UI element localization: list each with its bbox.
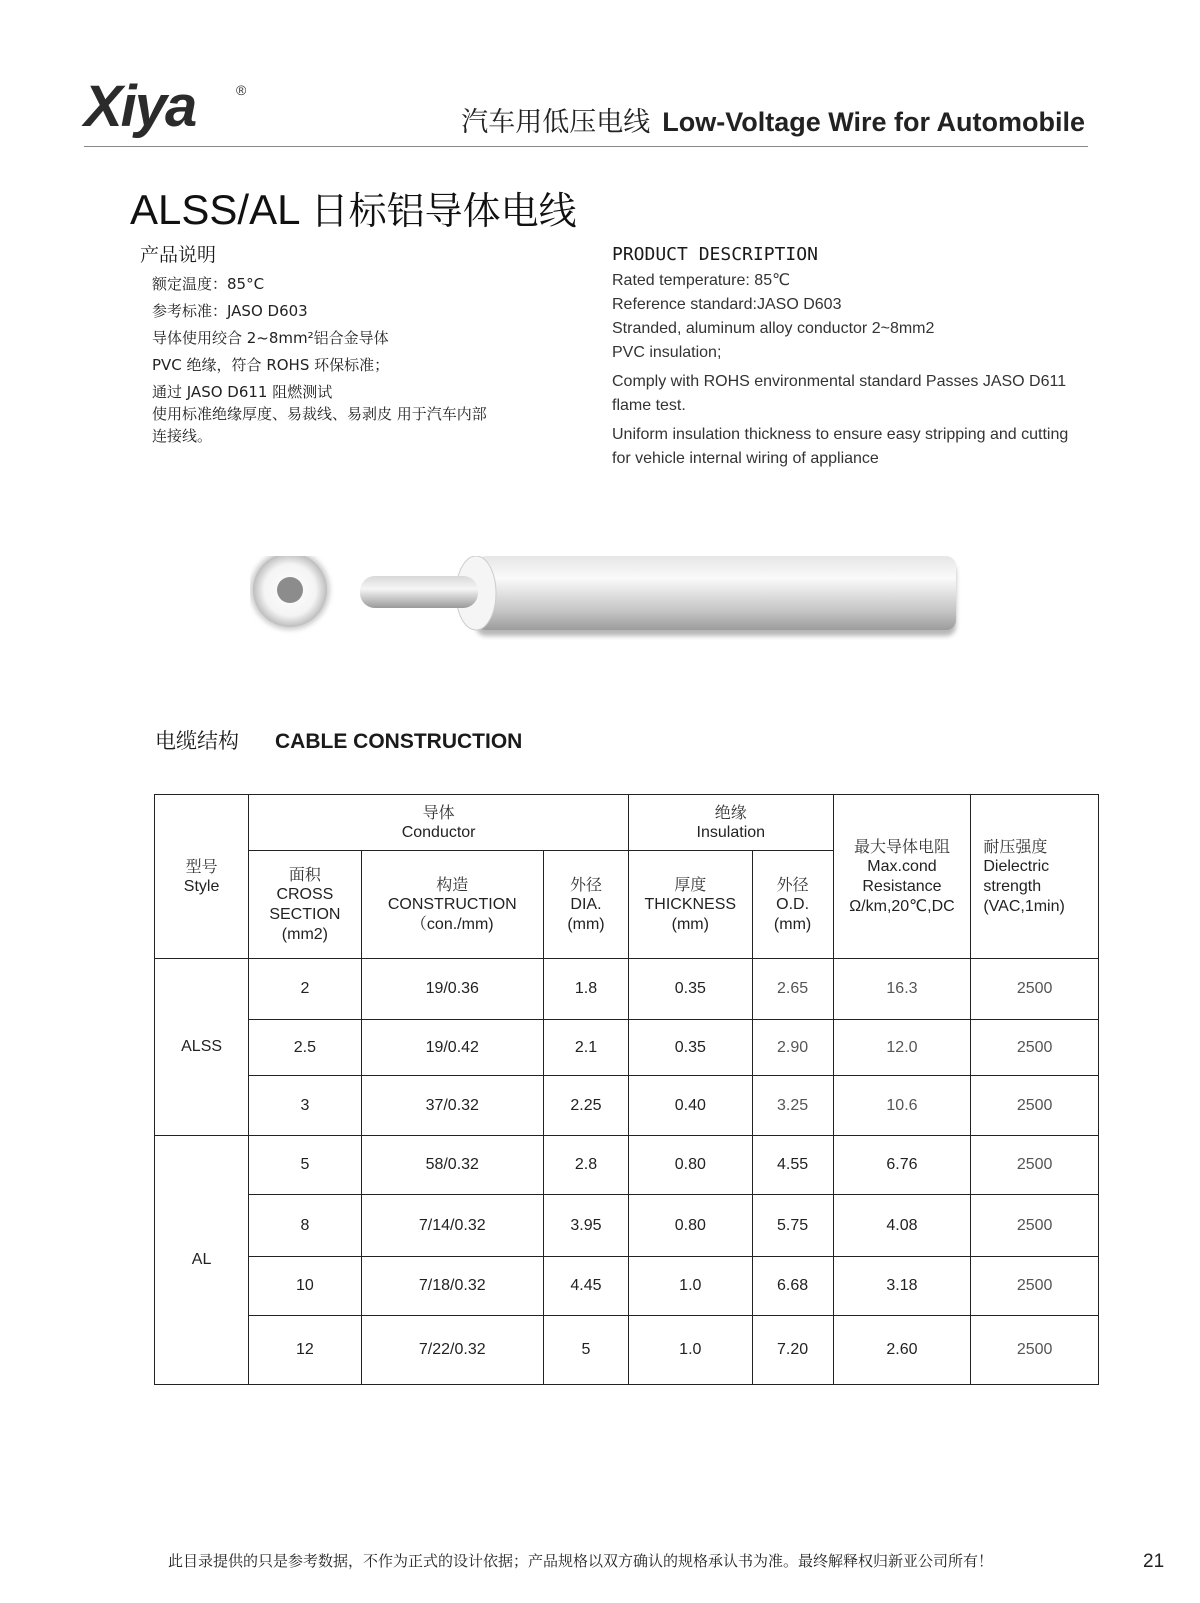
col-insulation-header: 绝缘 Insulation bbox=[629, 795, 834, 851]
cross-section-cell: 2.5 bbox=[249, 1020, 361, 1076]
cn-description-line: 参考标准：JASO D603 bbox=[152, 302, 308, 320]
construction-cell: 19/0.42 bbox=[361, 1020, 543, 1076]
construction-cell: 58/0.32 bbox=[361, 1136, 543, 1195]
cn-description-heading: 产品说明 bbox=[140, 244, 217, 266]
style-cell: ALSS bbox=[155, 959, 249, 1136]
thickness-cell: 0.80 bbox=[629, 1195, 753, 1257]
col-dielectric-header: 耐压强度 Dielectric strength (VAC,1min) bbox=[971, 795, 1099, 959]
cn-description-line: PVC 绝缘，符合 ROHS 环保标准； bbox=[152, 356, 390, 374]
od-cell: 4.55 bbox=[752, 1136, 833, 1195]
page-title-cn: 日标铝导体电线 bbox=[310, 189, 577, 233]
cn-description bbox=[140, 240, 560, 447]
od-cell: 6.68 bbox=[752, 1257, 833, 1316]
en-description-line: Reference standard:JASO D603 bbox=[612, 296, 842, 313]
resistance-cell: 10.6 bbox=[833, 1076, 971, 1136]
col-conductor-header: 导体 Conductor bbox=[249, 795, 629, 851]
cross-section-cell: 10 bbox=[249, 1257, 361, 1316]
table-row bbox=[155, 1076, 1099, 1136]
en-description-line: Comply with ROHS environmental standard Passes JASO D611 bbox=[612, 373, 1067, 390]
table-header-row bbox=[155, 795, 1099, 851]
od-cell: 2.65 bbox=[752, 959, 833, 1020]
cross-section-cell: 12 bbox=[249, 1316, 361, 1385]
dielectric-cell: 2500 bbox=[971, 1316, 1099, 1385]
brand-logo bbox=[84, 74, 254, 144]
od-cell: 7.20 bbox=[752, 1316, 833, 1385]
en-description bbox=[612, 244, 1102, 471]
en-description-line: Rated temperature: 85℃ bbox=[612, 272, 791, 289]
section-title bbox=[155, 725, 522, 755]
construction-cell: 37/0.32 bbox=[361, 1076, 543, 1136]
dielectric-cell: 2500 bbox=[971, 1257, 1099, 1316]
page-title bbox=[130, 180, 577, 235]
dia-cell: 3.95 bbox=[543, 1195, 628, 1257]
cross-section-cell: 2 bbox=[249, 959, 361, 1020]
thickness-cell: 0.80 bbox=[629, 1136, 753, 1195]
table-row bbox=[155, 959, 1099, 1020]
section-title-en: CABLE CONSTRUCTION bbox=[275, 730, 523, 753]
cn-description-line: 使用标准绝缘厚度、易裁线、易剥皮 用于汽车内部 bbox=[152, 405, 487, 423]
col-cross-section-header: 面积 CROSS SECTION (mm2) bbox=[249, 851, 361, 959]
col-construction-header: 构造 CONSTRUCTION （con./mm) bbox=[361, 851, 543, 959]
thickness-cell: 0.35 bbox=[629, 1020, 753, 1076]
dia-cell: 2.25 bbox=[543, 1076, 628, 1136]
col-thickness-header: 厚度 THICKNESS (mm) bbox=[629, 851, 753, 959]
en-description-line: flame test. bbox=[612, 397, 686, 414]
footer-disclaimer: 此目录提供的只是参考数据，不作为正式的设计依据；产品规格以双方确认的规格承认书为准。最终解释权归新亚公司所有！ bbox=[168, 1552, 994, 1570]
dielectric-cell: 2500 bbox=[971, 959, 1099, 1020]
cable-construction-table bbox=[154, 794, 1099, 1385]
col-style-header: 型号 Style bbox=[155, 795, 249, 959]
col-resistance-header: 最大导体电阻 Max.cond Resistance Ω/km,20℃,DC bbox=[833, 795, 971, 959]
resistance-cell: 2.60 bbox=[833, 1316, 971, 1385]
dielectric-cell: 2500 bbox=[971, 1136, 1099, 1195]
od-cell: 5.75 bbox=[752, 1195, 833, 1257]
dia-cell: 4.45 bbox=[543, 1257, 628, 1316]
resistance-cell: 6.76 bbox=[833, 1136, 971, 1195]
dia-cell: 1.8 bbox=[543, 959, 628, 1020]
construction-cell: 7/18/0.32 bbox=[361, 1257, 543, 1316]
thickness-cell: 0.40 bbox=[629, 1076, 753, 1136]
en-description-heading: PRODUCT DESCRIPTION bbox=[612, 244, 818, 265]
col-dia-header: 外径 DIA. (mm) bbox=[543, 851, 628, 959]
wire-jacket bbox=[476, 556, 956, 630]
header-title-cn: 汽车用低压电线 bbox=[461, 107, 651, 138]
en-description-line: PVC insulation; bbox=[612, 344, 722, 361]
construction-cell: 7/22/0.32 bbox=[361, 1316, 543, 1385]
cross-section-cell: 8 bbox=[249, 1195, 361, 1257]
cn-description-line: 导体使用绞合 2~8mm²铝合金导体 bbox=[152, 329, 389, 347]
od-cell: 2.90 bbox=[752, 1020, 833, 1076]
resistance-cell: 16.3 bbox=[833, 959, 971, 1020]
en-description-line: Uniform insulation thickness to ensure easy stripping and cutting bbox=[612, 426, 1069, 443]
thickness-cell: 1.0 bbox=[629, 1316, 753, 1385]
cn-description-line: 通过 JASO D611 阻燃测试 bbox=[152, 383, 333, 401]
en-description-line: for vehicle internal wiring of appliance bbox=[612, 450, 879, 467]
header-title bbox=[461, 100, 1085, 139]
logo-text: Xiya bbox=[84, 74, 196, 139]
resistance-cell: 4.08 bbox=[833, 1195, 971, 1257]
wire-end-conductor bbox=[277, 577, 303, 603]
wire-illustration bbox=[250, 556, 1010, 658]
resistance-cell: 12.0 bbox=[833, 1020, 971, 1076]
table-row bbox=[155, 1316, 1099, 1385]
cross-section-cell: 3 bbox=[249, 1076, 361, 1136]
en-description-line: Stranded, aluminum alloy conductor 2~8mm2 bbox=[612, 320, 935, 337]
table-row bbox=[155, 1195, 1099, 1257]
dia-cell: 2.8 bbox=[543, 1136, 628, 1195]
table-row bbox=[155, 1020, 1099, 1076]
registered-mark: ® bbox=[236, 82, 247, 98]
thickness-cell: 1.0 bbox=[629, 1257, 753, 1316]
dia-cell: 2.1 bbox=[543, 1020, 628, 1076]
table-row bbox=[155, 1257, 1099, 1316]
cn-description-line: 额定温度：85°C bbox=[152, 275, 265, 293]
page-title-en: ALSS/AL bbox=[130, 186, 299, 233]
od-cell: 3.25 bbox=[752, 1076, 833, 1136]
cn-description-line: 连接线。 bbox=[152, 427, 213, 445]
dielectric-cell: 2500 bbox=[971, 1076, 1099, 1136]
dia-cell: 5 bbox=[543, 1316, 628, 1385]
header-divider bbox=[84, 146, 1088, 147]
thickness-cell: 0.35 bbox=[629, 959, 753, 1020]
cross-section-cell: 5 bbox=[249, 1136, 361, 1195]
table-row bbox=[155, 1136, 1099, 1195]
resistance-cell: 3.18 bbox=[833, 1257, 971, 1316]
page-number: 21 bbox=[1143, 1551, 1165, 1572]
col-od-header: 外径 O.D. (mm) bbox=[752, 851, 833, 959]
construction-cell: 7/14/0.32 bbox=[361, 1195, 543, 1257]
dielectric-cell: 2500 bbox=[971, 1020, 1099, 1076]
style-cell: AL bbox=[155, 1136, 249, 1385]
dielectric-cell: 2500 bbox=[971, 1195, 1099, 1257]
construction-cell: 19/0.36 bbox=[361, 959, 543, 1020]
wire-conductor bbox=[360, 576, 478, 608]
header-title-en: Low-Voltage Wire for Automobile bbox=[662, 107, 1085, 137]
section-title-cn: 电缆结构 bbox=[155, 729, 239, 753]
